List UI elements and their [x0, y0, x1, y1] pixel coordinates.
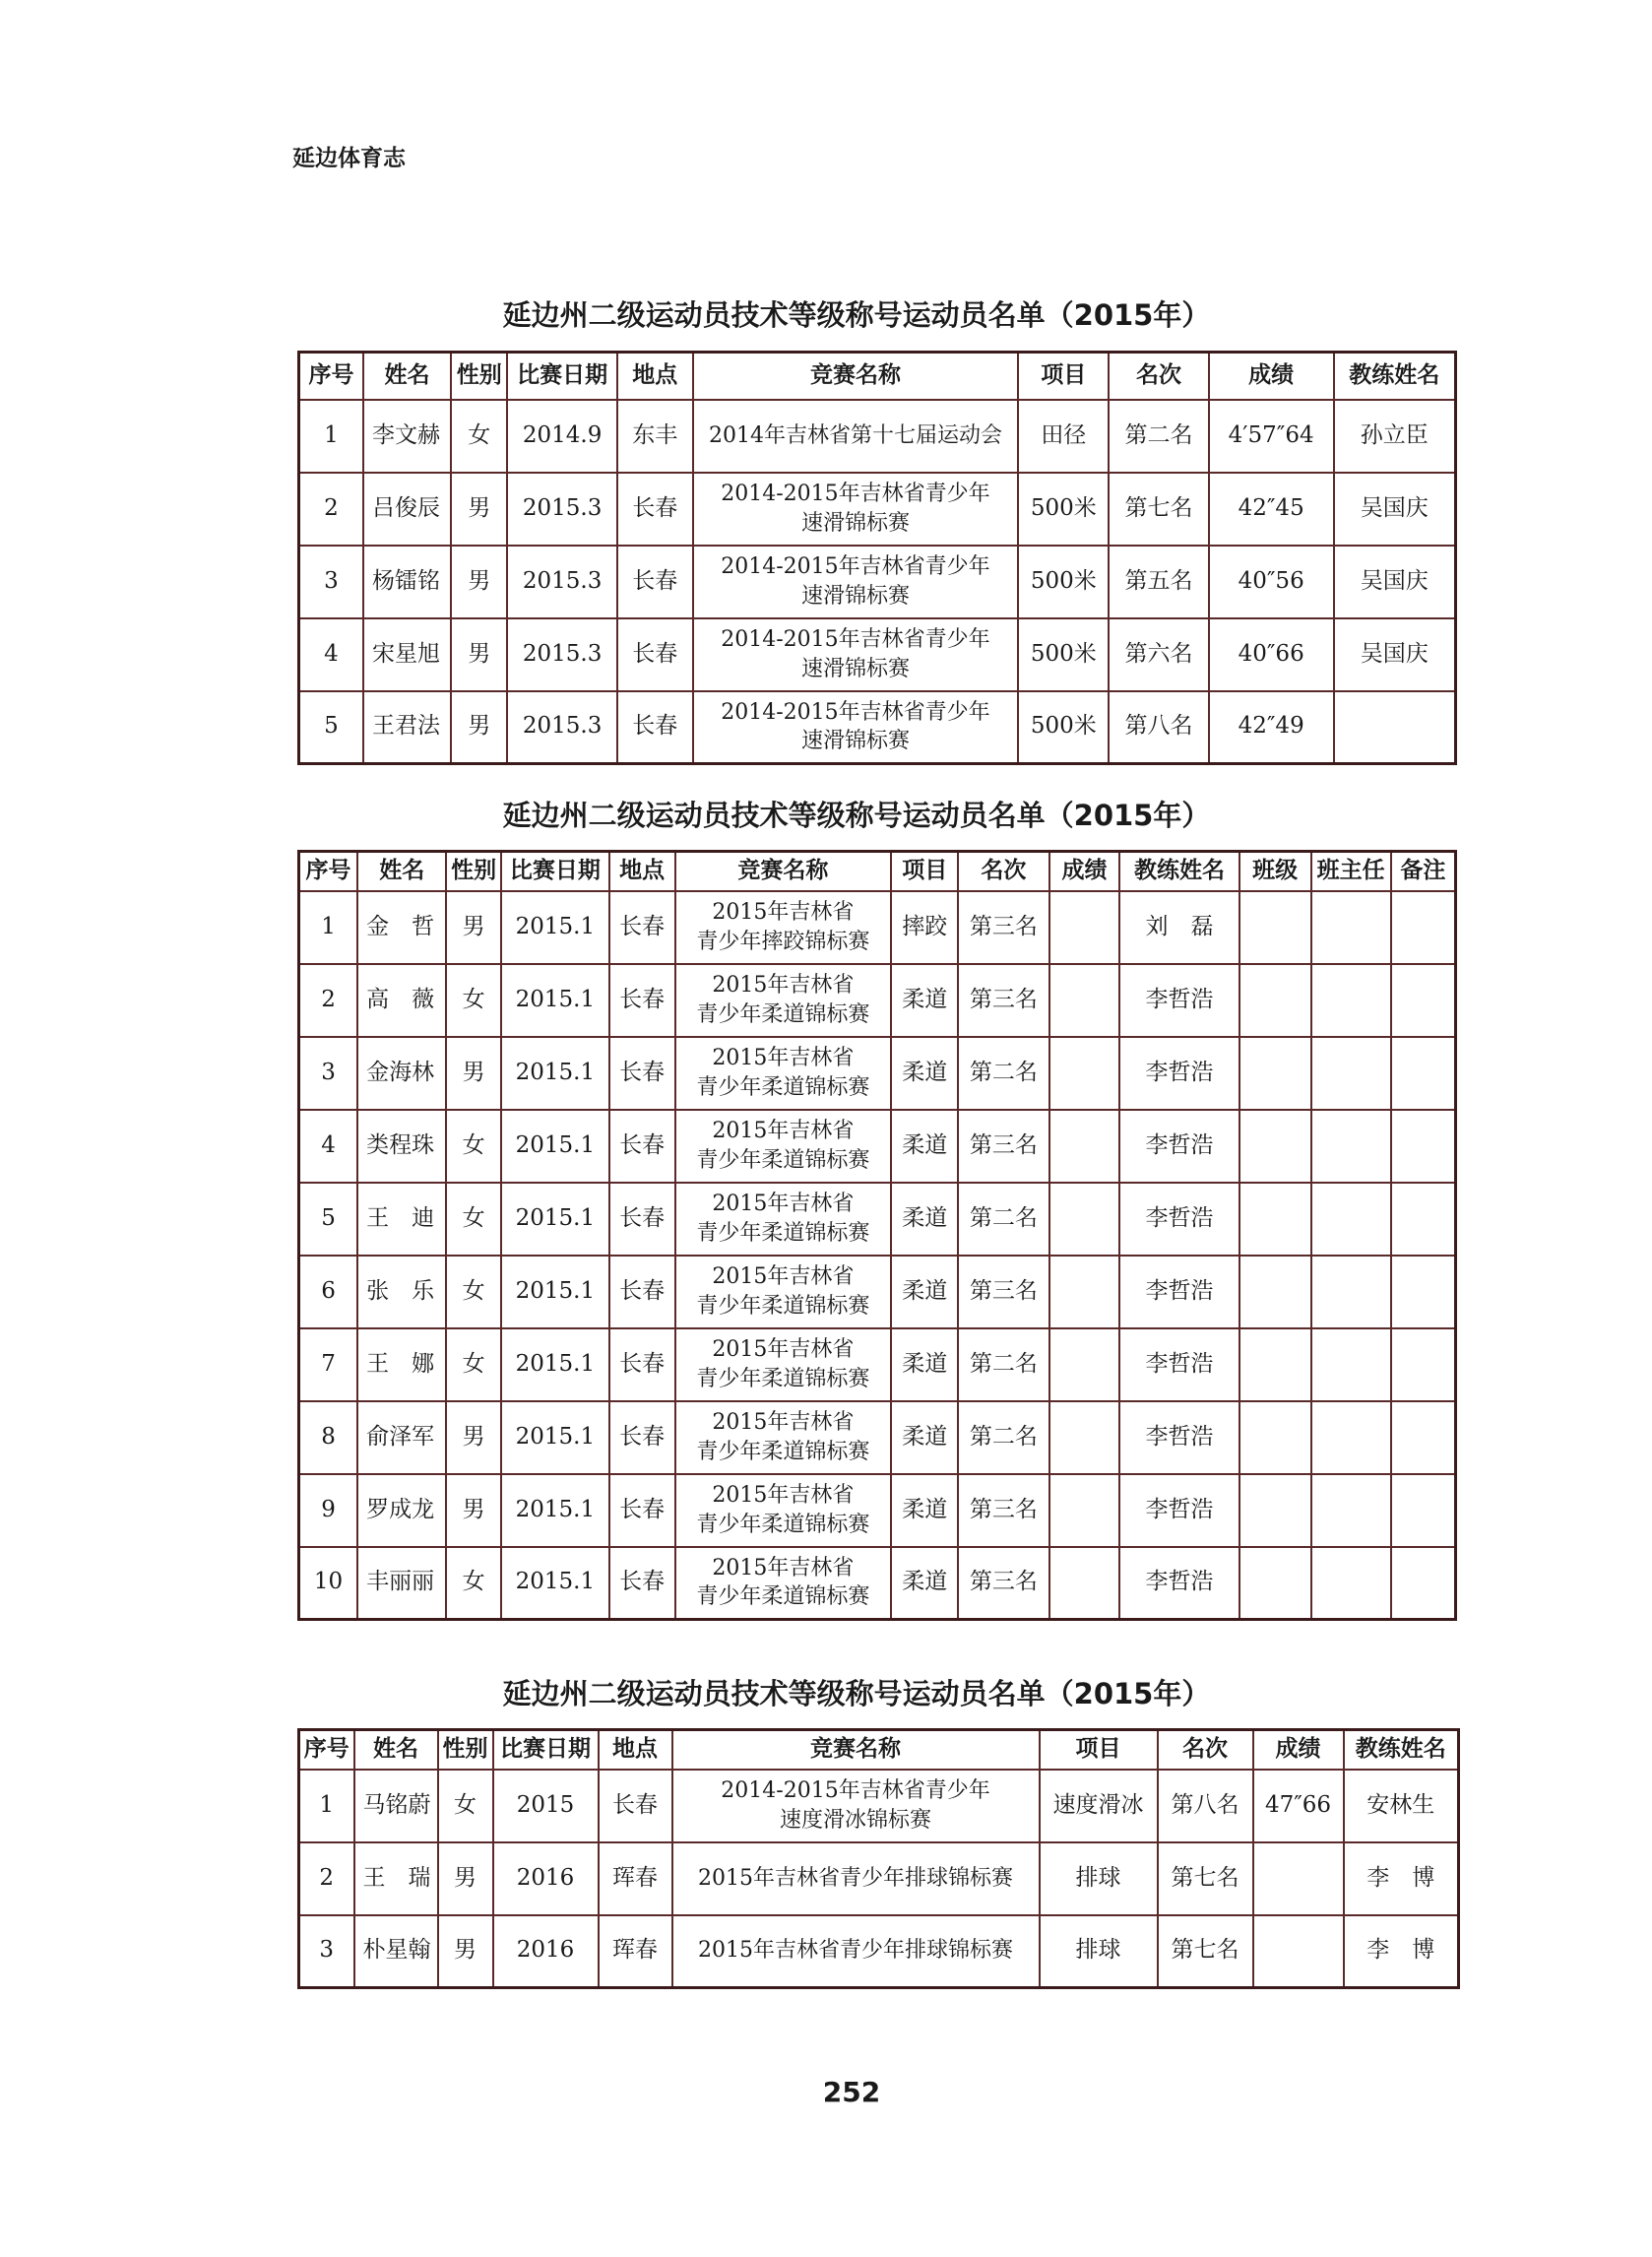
table-cell: 马铭蔚: [354, 1770, 438, 1842]
table-cell: [1391, 1110, 1456, 1183]
table-cell: 李哲浩: [1119, 1183, 1239, 1256]
table1-header-row: [299, 353, 1456, 400]
table-cell: 500米: [1018, 546, 1109, 618]
table-cell: [1049, 1037, 1120, 1110]
table-cell: 2015年吉林省 青少年柔道锦标赛: [675, 1474, 892, 1547]
table-row: [299, 1183, 1456, 1256]
table-cell: 第七名: [1109, 473, 1208, 546]
column-header: 竞赛名称: [675, 852, 892, 891]
table-cell: 2015.1: [501, 1547, 609, 1620]
table-cell: 第八名: [1158, 1770, 1253, 1842]
table-cell: 长春: [617, 691, 693, 764]
table-cell: 第二名: [1109, 400, 1208, 473]
table-cell: 男: [446, 1037, 500, 1110]
table-cell: 47″66: [1253, 1770, 1344, 1842]
table-cell: 2: [299, 473, 364, 546]
table-row: [299, 618, 1456, 691]
table-row: [299, 546, 1456, 618]
table-cell: 长春: [609, 964, 675, 1037]
table-cell: 2015.1: [501, 1401, 609, 1474]
table-cell: [1239, 1474, 1311, 1547]
table-cell: 柔道: [891, 1547, 958, 1620]
column-header: 教练姓名: [1334, 353, 1456, 400]
table-cell: [1391, 1328, 1456, 1401]
table-cell: 长春: [609, 1328, 675, 1401]
table-cell: 4: [299, 1110, 358, 1183]
table-cell: [1311, 1401, 1391, 1474]
table-cell: 2015年吉林省 青少年摔跤锦标赛: [675, 891, 892, 964]
table-cell: 女: [438, 1770, 493, 1842]
table-cell: 2015.3: [507, 691, 617, 764]
table-cell: 4: [299, 618, 364, 691]
table-cell: 吴国庆: [1334, 618, 1456, 691]
table-cell: 2015年吉林省 青少年柔道锦标赛: [675, 964, 892, 1037]
table2: [297, 850, 1457, 1621]
table-cell: 长春: [599, 1770, 672, 1842]
column-header: 备注: [1391, 852, 1456, 891]
column-header: 性别: [438, 1730, 493, 1770]
column-header: 姓名: [363, 353, 451, 400]
table-cell: 9: [299, 1474, 358, 1547]
table-cell: 柔道: [891, 1328, 958, 1401]
table-cell: 2015.1: [501, 1328, 609, 1401]
table-cell: 柔道: [891, 1256, 958, 1328]
table-cell: 柔道: [891, 1037, 958, 1110]
table-cell: [1311, 1037, 1391, 1110]
table-cell: 第三名: [958, 1547, 1048, 1620]
table-cell: [1311, 1183, 1391, 1256]
column-header: 项目: [1040, 1730, 1158, 1770]
table-cell: [1391, 891, 1456, 964]
table3-body: [299, 1770, 1459, 1988]
table-cell: 500米: [1018, 691, 1109, 764]
table-cell: 王 瑞: [354, 1842, 438, 1915]
table-cell: 李哲浩: [1119, 1110, 1239, 1183]
table-cell: 长春: [617, 546, 693, 618]
table-row: [299, 1328, 1456, 1401]
table-cell: [1391, 964, 1456, 1037]
table-cell: 长春: [609, 1401, 675, 1474]
table-cell: 刘 磊: [1119, 891, 1239, 964]
table-cell: 柔道: [891, 1401, 958, 1474]
table-cell: 李文赫: [363, 400, 451, 473]
table-cell: [1311, 1256, 1391, 1328]
table-cell: 2014.9: [507, 400, 617, 473]
column-header: 比赛日期: [507, 353, 617, 400]
table-cell: 女: [451, 400, 507, 473]
table-cell: 第七名: [1158, 1842, 1253, 1915]
table-cell: 李 博: [1344, 1915, 1459, 1988]
table-cell: 7: [299, 1328, 358, 1401]
table-cell: 2015.3: [507, 618, 617, 691]
table-cell: [1311, 1547, 1391, 1620]
table-cell: [1311, 964, 1391, 1037]
table-cell: 2015: [493, 1770, 599, 1842]
table-row: [299, 400, 1456, 473]
table-cell: 长春: [609, 1183, 675, 1256]
table-cell: [1239, 1037, 1311, 1110]
table-cell: 男: [438, 1842, 493, 1915]
table-cell: 男: [446, 1401, 500, 1474]
table-cell: 第二名: [958, 1037, 1048, 1110]
table-cell: 5: [299, 691, 364, 764]
table-cell: 柔道: [891, 964, 958, 1037]
table-cell: 罗成龙: [357, 1474, 446, 1547]
table-cell: 2015年吉林省 青少年柔道锦标赛: [675, 1110, 892, 1183]
table-cell: 东丰: [617, 400, 693, 473]
table-cell: 金 哲: [357, 891, 446, 964]
table-cell: 2015年吉林省 青少年柔道锦标赛: [675, 1037, 892, 1110]
table-row: [299, 1474, 1456, 1547]
table-cell: 2015.1: [501, 964, 609, 1037]
table-cell: 珲春: [599, 1842, 672, 1915]
column-header: 班主任: [1311, 852, 1391, 891]
table-cell: 40″66: [1209, 618, 1334, 691]
table-cell: 李哲浩: [1119, 1401, 1239, 1474]
table-cell: 长春: [617, 473, 693, 546]
table-cell: 第八名: [1109, 691, 1208, 764]
table-cell: [1049, 1401, 1120, 1474]
table-cell: 6: [299, 1256, 358, 1328]
column-header: 成绩: [1049, 852, 1120, 891]
column-header: 名次: [958, 852, 1048, 891]
table-row: [299, 1842, 1459, 1915]
table-cell: 吴国庆: [1334, 473, 1456, 546]
table-cell: 男: [446, 891, 500, 964]
table-cell: 长春: [609, 1256, 675, 1328]
table-cell: 男: [451, 473, 507, 546]
table-cell: 长春: [609, 1110, 675, 1183]
table-cell: [1239, 1183, 1311, 1256]
table-cell: 3: [299, 1037, 358, 1110]
table-cell: 5: [299, 1183, 358, 1256]
table-cell: 长春: [609, 1547, 675, 1620]
column-header: 成绩: [1253, 1730, 1344, 1770]
table-cell: 2015.1: [501, 1037, 609, 1110]
table-cell: 排球: [1040, 1842, 1158, 1915]
table-row: [299, 891, 1456, 964]
table-row: [299, 691, 1456, 764]
table-cell: 长春: [617, 618, 693, 691]
table2-body: [299, 891, 1456, 1620]
column-header: 教练姓名: [1344, 1730, 1459, 1770]
table-cell: [1049, 1328, 1120, 1401]
table-cell: 排球: [1040, 1915, 1158, 1988]
table-cell: 2015.1: [501, 1183, 609, 1256]
table-cell: 女: [446, 1183, 500, 1256]
table-cell: 2016: [493, 1842, 599, 1915]
table-cell: 2014-2015年吉林省青少年 速滑锦标赛: [693, 546, 1019, 618]
column-header: 项目: [1018, 353, 1109, 400]
table-row: [299, 1915, 1459, 1988]
table-cell: 男: [446, 1474, 500, 1547]
table-cell: 2015年吉林省青少年排球锦标赛: [672, 1842, 1040, 1915]
table-cell: 男: [451, 618, 507, 691]
column-header: 序号: [299, 852, 358, 891]
table-cell: 第三名: [958, 891, 1048, 964]
table-cell: 王君法: [363, 691, 451, 764]
table-cell: [1239, 1547, 1311, 1620]
table-cell: 2015.3: [507, 473, 617, 546]
table-cell: 第五名: [1109, 546, 1208, 618]
table-cell: [1311, 891, 1391, 964]
table-cell: 2015.1: [501, 1474, 609, 1547]
table-cell: [1391, 1401, 1456, 1474]
table-cell: 3: [299, 1915, 354, 1988]
table-cell: 2016: [493, 1915, 599, 1988]
page-number: 252: [822, 2076, 881, 2108]
table-cell: 第三名: [958, 1474, 1048, 1547]
table-cell: [1391, 1474, 1456, 1547]
table-cell: 第三名: [958, 1256, 1048, 1328]
table-cell: 42″49: [1209, 691, 1334, 764]
table-cell: [1391, 1256, 1456, 1328]
table-cell: 500米: [1018, 473, 1109, 546]
table-cell: 李哲浩: [1119, 1037, 1239, 1110]
table-cell: 孙立臣: [1334, 400, 1456, 473]
table-cell: 2015年吉林省 青少年柔道锦标赛: [675, 1401, 892, 1474]
table-cell: 2014-2015年吉林省青少年 速滑锦标赛: [693, 691, 1019, 764]
table3-title: 延边州二级运动员技术等级称号运动员名单（2015年）: [502, 1677, 1211, 1710]
table-cell: 男: [438, 1915, 493, 1988]
table-cell: [1253, 1915, 1344, 1988]
table-cell: 柔道: [891, 1110, 958, 1183]
table-cell: [1239, 964, 1311, 1037]
table1-body: [299, 400, 1456, 764]
table-cell: 40″56: [1209, 546, 1334, 618]
table-cell: [1239, 1328, 1311, 1401]
table-cell: 42″45: [1209, 473, 1334, 546]
column-header: 名次: [1158, 1730, 1253, 1770]
table-cell: [1049, 1474, 1120, 1547]
table-cell: 第二名: [958, 1328, 1048, 1401]
table-cell: 李哲浩: [1119, 1474, 1239, 1547]
table-cell: 男: [451, 546, 507, 618]
column-header: 序号: [299, 353, 364, 400]
table-cell: [1391, 1547, 1456, 1620]
table-cell: 10: [299, 1547, 358, 1620]
table-cell: 张 乐: [357, 1256, 446, 1328]
table-row: [299, 473, 1456, 546]
table-cell: 女: [446, 1110, 500, 1183]
table-cell: 第三名: [958, 1110, 1048, 1183]
table-row: [299, 1401, 1456, 1474]
table-cell: 类程珠: [357, 1110, 446, 1183]
table-cell: 王 迪: [357, 1183, 446, 1256]
table-cell: 长春: [609, 1037, 675, 1110]
table-cell: [1049, 891, 1120, 964]
table-row: [299, 1256, 1456, 1328]
table1-title: 延边州二级运动员技术等级称号运动员名单（2015年）: [502, 298, 1211, 332]
column-header: 性别: [451, 353, 507, 400]
table-cell: 李哲浩: [1119, 1256, 1239, 1328]
column-header: 名次: [1109, 353, 1208, 400]
table-cell: 2015.1: [501, 1256, 609, 1328]
table-cell: 宋星旭: [363, 618, 451, 691]
table-cell: 2: [299, 1842, 354, 1915]
table-cell: 2015年吉林省青少年排球锦标赛: [672, 1915, 1040, 1988]
column-header: 比赛日期: [493, 1730, 599, 1770]
table-cell: 4′57″64: [1209, 400, 1334, 473]
column-header: 姓名: [354, 1730, 438, 1770]
column-header: 地点: [599, 1730, 672, 1770]
table-cell: [1239, 1110, 1311, 1183]
table-cell: 2015年吉林省 青少年柔道锦标赛: [675, 1183, 892, 1256]
table-cell: 500米: [1018, 618, 1109, 691]
table-cell: 金海林: [357, 1037, 446, 1110]
table-cell: 田径: [1018, 400, 1109, 473]
column-header: 性别: [446, 852, 500, 891]
table-cell: 2015.1: [501, 1110, 609, 1183]
table-cell: [1239, 1256, 1311, 1328]
table-cell: 吴国庆: [1334, 546, 1456, 618]
table-cell: 8: [299, 1401, 358, 1474]
table-cell: 丰丽丽: [357, 1547, 446, 1620]
table-cell: 王 娜: [357, 1328, 446, 1401]
table-cell: 高 薇: [357, 964, 446, 1037]
table-cell: [1253, 1842, 1344, 1915]
table-cell: 珲春: [599, 1915, 672, 1988]
table-cell: 2015年吉林省 青少年柔道锦标赛: [675, 1256, 892, 1328]
table-cell: 2014-2015年吉林省青少年 速滑锦标赛: [693, 618, 1019, 691]
table-cell: 女: [446, 1328, 500, 1401]
table-cell: [1391, 1183, 1456, 1256]
table-cell: 俞泽军: [357, 1401, 446, 1474]
table-cell: 柔道: [891, 1183, 958, 1256]
table-cell: 2014-2015年吉林省青少年 速度滑冰锦标赛: [672, 1770, 1040, 1842]
column-header: 成绩: [1209, 353, 1334, 400]
table-cell: 李哲浩: [1119, 1547, 1239, 1620]
table-cell: 李 博: [1344, 1842, 1459, 1915]
running-header: 延边体育志: [292, 146, 406, 171]
column-header: 班级: [1239, 852, 1311, 891]
table3-header-row: [299, 1730, 1459, 1770]
table-cell: 吕俊辰: [363, 473, 451, 546]
column-header: 项目: [891, 852, 958, 891]
column-header: 姓名: [357, 852, 446, 891]
table-cell: 李哲浩: [1119, 964, 1239, 1037]
column-header: 序号: [299, 1730, 354, 1770]
table-cell: 2015年吉林省 青少年柔道锦标赛: [675, 1328, 892, 1401]
table-cell: 男: [451, 691, 507, 764]
table-row: [299, 964, 1456, 1037]
table-cell: [1311, 1110, 1391, 1183]
table-cell: 李哲浩: [1119, 1328, 1239, 1401]
table-cell: [1311, 1328, 1391, 1401]
table-cell: [1391, 1037, 1456, 1110]
table-cell: 摔跤: [891, 891, 958, 964]
table-cell: 1: [299, 1770, 354, 1842]
table-cell: [1049, 1110, 1120, 1183]
table-cell: 柔道: [891, 1474, 958, 1547]
table-cell: 长春: [609, 1474, 675, 1547]
table-cell: 第二名: [958, 1183, 1048, 1256]
table-cell: 2014年吉林省第十七届运动会: [693, 400, 1019, 473]
table-cell: [1049, 1256, 1120, 1328]
column-header: 竞赛名称: [672, 1730, 1040, 1770]
table-cell: [1049, 1547, 1120, 1620]
table-cell: 女: [446, 964, 500, 1037]
table-cell: 2: [299, 964, 358, 1037]
table-cell: 第二名: [958, 1401, 1048, 1474]
table-row: [299, 1547, 1456, 1620]
table-cell: 第七名: [1158, 1915, 1253, 1988]
table-cell: 1: [299, 891, 358, 964]
table-cell: [1311, 1474, 1391, 1547]
table-cell: [1049, 1183, 1120, 1256]
table-cell: [1049, 964, 1120, 1037]
table-cell: 3: [299, 546, 364, 618]
column-header: 地点: [609, 852, 675, 891]
table-cell: [1334, 691, 1456, 764]
table-cell: 长春: [609, 891, 675, 964]
table-cell: [1239, 891, 1311, 964]
table-cell: 2015.3: [507, 546, 617, 618]
table2-title: 延边州二级运动员技术等级称号运动员名单（2015年）: [502, 799, 1211, 832]
table-cell: 速度滑冰: [1040, 1770, 1158, 1842]
table-cell: 2015.1: [501, 891, 609, 964]
table-cell: 朴星翰: [354, 1915, 438, 1988]
column-header: 竞赛名称: [693, 353, 1019, 400]
table-cell: 2015年吉林省 青少年柔道锦标赛: [675, 1547, 892, 1620]
column-header: 教练姓名: [1119, 852, 1239, 891]
table-cell: [1239, 1401, 1311, 1474]
table-row: [299, 1770, 1459, 1842]
table-row: [299, 1037, 1456, 1110]
column-header: 比赛日期: [501, 852, 609, 891]
table-cell: 2014-2015年吉林省青少年 速滑锦标赛: [693, 473, 1019, 546]
table2-header-row: [299, 852, 1456, 891]
table-cell: 女: [446, 1256, 500, 1328]
table-cell: 杨镭铭: [363, 546, 451, 618]
table3: [297, 1728, 1460, 1989]
table-cell: 安林生: [1344, 1770, 1459, 1842]
table-cell: 1: [299, 400, 364, 473]
table-cell: 女: [446, 1547, 500, 1620]
table-cell: 第三名: [958, 964, 1048, 1037]
table-cell: 第六名: [1109, 618, 1208, 691]
table-row: [299, 1110, 1456, 1183]
table1: [297, 351, 1457, 765]
column-header: 地点: [617, 353, 693, 400]
